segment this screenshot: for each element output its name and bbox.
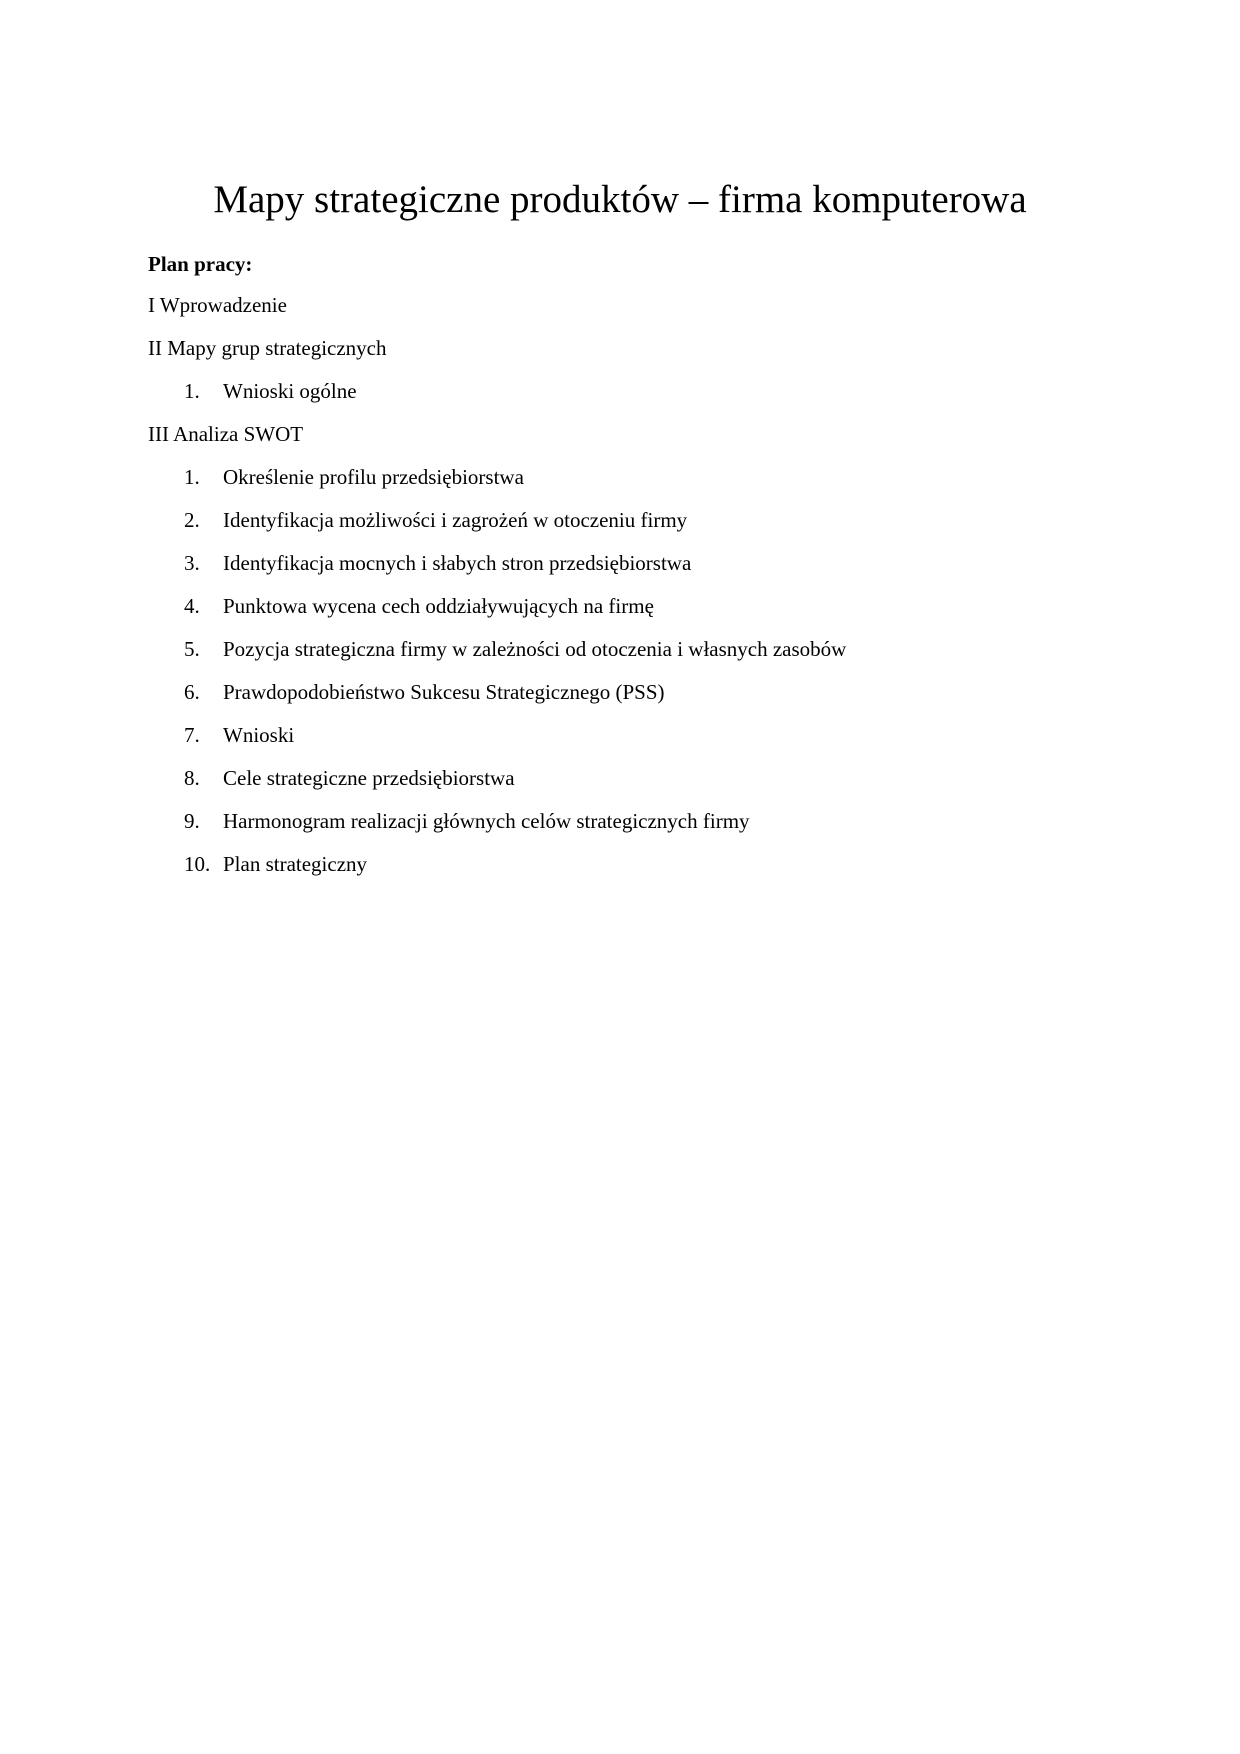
list-item xyxy=(184,807,750,835)
list-item-number: 5. xyxy=(184,637,200,661)
list-item xyxy=(184,377,357,405)
list-item-text: Identyfikacja mocnych i słabych stron przedsiębiorstwa xyxy=(223,551,692,575)
list-item-text: Wnioski xyxy=(223,723,295,747)
list-item-number: 4. xyxy=(184,594,200,618)
list-item-number: 10. xyxy=(184,852,211,876)
list-item-text: Określenie profilu przedsiębiorstwa xyxy=(223,465,524,489)
list-item-number: 3. xyxy=(184,551,200,575)
list-item-number: 1. xyxy=(184,465,200,489)
list-item-text: Pozycja strategiczna firmy w zależności od otoczenia i własnych zasobów xyxy=(223,637,847,661)
list-item xyxy=(184,721,294,749)
list-item xyxy=(184,678,665,706)
list-item-number: 1. xyxy=(184,379,200,403)
list-item xyxy=(184,764,515,792)
list-item xyxy=(184,635,846,663)
list-item-number: 8. xyxy=(184,766,200,790)
list-item-text: Wnioski ogólne xyxy=(223,379,357,403)
list-item-number: 7. xyxy=(184,723,200,747)
list-item-number: 6. xyxy=(184,680,200,704)
list-item-number: 9. xyxy=(184,809,200,833)
list-item-text: Plan strategiczny xyxy=(223,852,368,876)
list-item xyxy=(184,506,687,534)
list-item-text: Identyfikacja możliwości i zagrożeń w otoczeniu firmy xyxy=(223,508,688,532)
section-heading-1: I Wprowadzenie xyxy=(148,293,287,317)
document-title: Mapy strategiczne produktów – firma komputerowa xyxy=(213,178,1027,221)
list-item-text: Prawdopodobieństwo Sukcesu Strategicznego (PSS) xyxy=(223,680,665,704)
list-item-text: Cele strategiczne przedsiębiorstwa xyxy=(223,766,515,790)
list-item xyxy=(184,592,654,620)
list-item xyxy=(184,549,691,577)
list-item-number: 2. xyxy=(184,508,200,532)
section-heading-2: II Mapy grup strategicznych xyxy=(148,336,387,360)
list-item xyxy=(184,463,524,491)
list-item xyxy=(184,850,367,878)
list-item-text: Harmonogram realizacji głównych celów strategicznych firmy xyxy=(223,809,750,833)
list-item-text: Punktowa wycena cech oddziaływujących na firmę xyxy=(223,594,654,618)
section-heading-3: III Analiza SWOT xyxy=(148,422,304,446)
plan-label: Plan pracy: xyxy=(148,252,253,276)
